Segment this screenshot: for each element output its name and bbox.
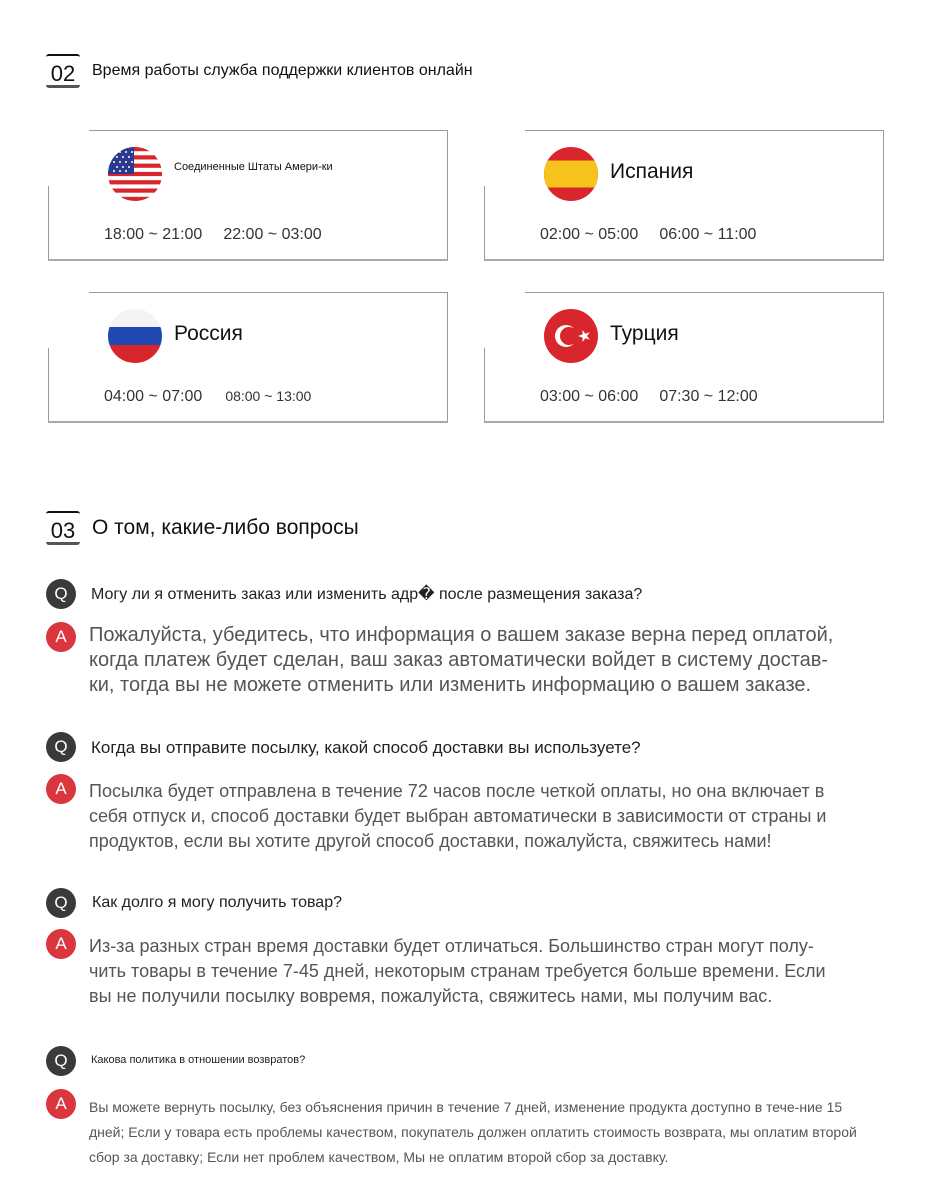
faq-question: Какова политика в отношении возвратов? [91, 1054, 306, 1066]
usa-flag-icon [108, 147, 162, 201]
section-title: О том, какие-либо вопросы [92, 516, 359, 539]
faq-question: Как долго я могу получить товар? [92, 894, 342, 911]
time-slot-1: 03:00 ~ 06:00 [540, 388, 639, 405]
support-hours-card-spain [484, 130, 884, 261]
support-hours-card-russia [48, 292, 448, 423]
faq-question: Когда вы отправите посылку, какой способ доставки вы используете? [91, 738, 641, 757]
answer-badge: A [46, 1089, 76, 1119]
support-times [104, 226, 322, 244]
support-times [540, 388, 758, 406]
faq-answer: Вы можете вернуть посылку, без объяснения причин в течение 7 дней, изменение продукта доступно в тече-ние 15 дней; Если у товара есть проблемы качеством, покупатель должен оплатить стоимость возврата, мы оплатим второй сбор за доставку; Если нет проблем качеством, Мы не оплатим второй сбор за доставку. [89, 1099, 857, 1165]
turkey-flag-icon [544, 309, 598, 363]
country-name: Соединенные Штаты Амери-ки [174, 161, 333, 173]
russia-flag-icon [108, 309, 162, 363]
question-badge: Q [46, 579, 76, 609]
question-badge: Q [46, 732, 76, 762]
section-02-header [46, 54, 473, 88]
spain-flag-icon [544, 147, 598, 201]
question-badge: Q [46, 1046, 76, 1076]
answer-badge: A [46, 622, 76, 652]
support-times [104, 388, 311, 406]
country-name: Испания [610, 160, 694, 183]
faq-question: Могу ли я отменить заказ или изменить адр� после размещения заказа? [91, 586, 643, 603]
time-slot-2: 08:00 ~ 13:00 [225, 388, 312, 404]
time-slot-1: 18:00 ~ 21:00 [104, 226, 203, 243]
country-name: Россия [174, 322, 243, 345]
time-slot-1: 02:00 ~ 05:00 [540, 226, 639, 243]
faq-answer: Пожалуйста, убедитесь, что информация о вашем заказе верна перед оплатой, когда платеж будет сделан, ваш заказ автоматически войдет в систему достав-ки, тогда вы не можете отменить или изменить информацию о вашем заказе. [89, 624, 834, 696]
time-slot-2: 07:30 ~ 12:00 [659, 388, 758, 405]
time-slot-2: 22:00 ~ 03:00 [223, 226, 322, 243]
section-03-header [46, 511, 359, 545]
section-number: 03 [46, 511, 80, 545]
time-slot-1: 04:00 ~ 07:00 [104, 388, 203, 405]
section-number: 02 [46, 54, 80, 88]
answer-badge: A [46, 774, 76, 804]
faq-answer: Из-за разных стран время доставки будет отличаться. Большинство стран могут полу-чить товары в течение 7-45 дней, некоторым странам требуется больше времени. Если вы не получили посылку вовремя, пожалуйста, свяжитесь нами, мы получим вас. [89, 936, 826, 1006]
support-hours-card-usa [48, 130, 448, 261]
question-badge: Q [46, 888, 76, 918]
answer-badge: A [46, 929, 76, 959]
time-slot-2: 06:00 ~ 11:00 [659, 226, 757, 243]
country-name: Турция [610, 322, 679, 345]
support-times [540, 226, 756, 244]
section-title: Время работы служба поддержки клиентов онлайн [92, 62, 473, 79]
support-hours-card-turkey [484, 292, 884, 423]
faq-answer: Посылка будет отправлена в течение 72 часов после четкой оплаты, но она включает в себя отпуск и, способ доставки будет выбран автоматически в зависимости от страны и продуктов, если вы хотите другой способ доставки, пожалуйста, свяжитесь нами! [89, 781, 827, 851]
